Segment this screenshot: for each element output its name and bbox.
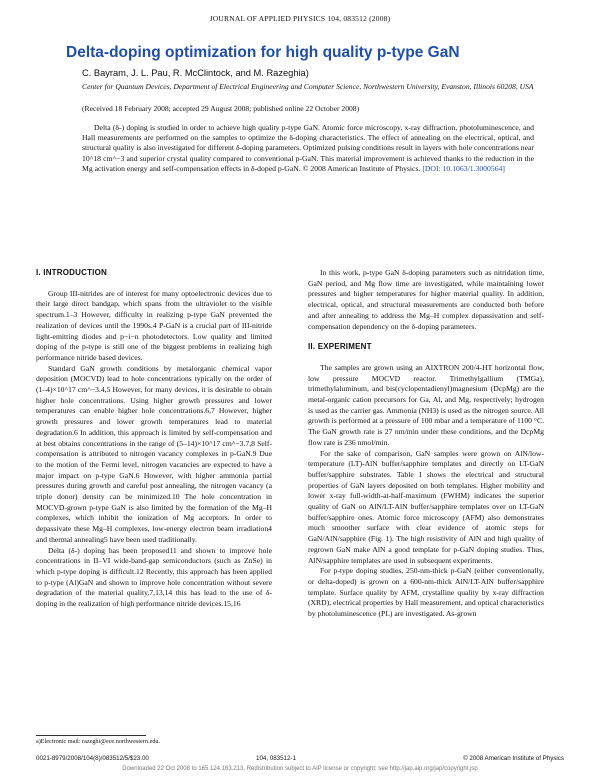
intro-paragraph-3: Delta (δ-) doping has been proposed11 and shown to improve hole concentrations in II–VI wide-band-gap semiconductors (such as ZnSe) in which p-type doping is difficult.12 Recently, this approach has been applied to p-type (Al)GaN and shown to improve hole concentration without severe degradation of the material quality,7,13,14 this has lead to the use of δ-doping in the realization of high performance nitride devices.15,16: [36, 545, 272, 609]
intro-paragraph-1: Group III-nitrides are of interest for many optoelectronic devices due to their large direct bandgap, which spans from the ultraviolet to the visible spectrum.1–3 However, difficulty in realizing p-type GaN prevented the realization of devices until the 1990s.4 P-GaN is a crucial part of III-nitride light-emitting diodes and p−i−n photodetectors. Low quality and limited doping of the p-type is still one of the biggest problems in realizing high performance nitride based devices.: [36, 288, 272, 362]
download-notice: Downloaded 22 Oct 2008 to 165.124.163.213. Redistribution subject to AIP license or copyright; see http://jap.aip.org/jap/copyright.jsp: [122, 766, 478, 772]
section-heading-experiment: II. EXPERIMENT: [308, 342, 372, 352]
footnote-email: a)Electronic mail: razeghi@ece.northwestern.edu.: [36, 738, 161, 745]
footer-page-number: 104, 083512-1: [256, 755, 296, 762]
doi-link[interactable]: [DOI: 10.1063/1.3000564]: [422, 163, 505, 173]
footer-copyright: © 2008 American Institute of Physics: [463, 755, 564, 762]
intro-paragraph-2: Standard GaN growth conditions by metalorganic chemical vapor deposition (MOCVD) lead to hole concentrations typically on the order of (1–4)×10^17 cm^−3.4,5 However, for many devices, it is desirable to obtain higher hole concentrations. Using higher growth pressures and lower temperatures can enable higher hole concentrations.6,7 However, higher growth pressures and lower growth temperatures lead to material degradation.6 In addition, this approach is limited by self-compensation and at best obtains concentrations in the range of (5–14)×10^17 cm^−3.7,8 Self-compensation is attributed to nitrogen vacancy complexes in p-GaN.9 Due to the motion of the Fermi level, nitrogen vacancies are expected to have a major impact on p-type GaN.6 However, with higher ammonia partial pressures during growth and careful post annealing, the nitrogen vacancy (a triple donor) density can be minimized.10 The hole concentration in MOCVD-grown p-type GaN is also limited by the formation of the Mg–H complexes, which inhibit the ionization of Mg acceptors. In order to depassivate these Mg–H complexes, low-energy electron beam irradiation4 and thermal annealing5 have been used traditionally.: [36, 363, 272, 544]
experiment-paragraph-3: For p-type doping studies, 250-nm-thick p-GaN (either conventionally, or delta-doped) is grown on a 600-nm-thick AlN/LT-AlN buffer/sapphire template. Surface quality by AFM, crystalline quality by x-ray diffraction (XRD), electrical properties by Hall measurement, and optical characteristics by photoluminescence (PL) are investigated. As-grown: [308, 566, 544, 619]
intro-paragraph-4: In this work, p-type GaN δ-doping parameters such as nitridation time, GaN period, and Mg flow time are investigated, while maintaining lower pressures and higher temperatures for higher material quality. In addition, electrical, optical, and structural measurements are conducted both before and after annealing to address the Mg–H complex depassivation and self-compensation dependency on the δ-doping parameters.: [308, 268, 544, 331]
experiment-paragraph-2: For the sake of comparison, GaN samples were grown on AlN/low-temperature (LT)-AlN buffer/sapphire templates and directly on LT-GaN buffer/sapphire substrates. Table I shows the electrical and structural properties of GaN layers deposited on both templates. Higher mobility and lower x-ray full-width-at-half-maximum (FWHM) indicates the superior quality of GaN on AlN/LT-AlN buffer/sapphire templates over on LT-GaN buffer/sapphire ones. Atomic force microscopy (AFM) also demonstrates much smoother surface with clear evidence of atomic steps for GaN/AlN/sapphire (Fig. 1). The high resistivity of AlN and high quality of regrown GaN make AlN a good template for p-GaN doping studies. Thus, AlN/sapphire templates are used in subsequent experiments.: [308, 448, 544, 565]
left-column: [36, 268, 272, 610]
received-dates: (Received 18 February 2008; accepted 29 August 2008; published online 22 October 2008): [82, 104, 360, 113]
right-column: [308, 268, 544, 620]
article-title: Delta-doping optimization for high quality p-type GaN: [66, 44, 460, 61]
footer-issn: 0021-8979/2008/104(8)/083512/5/$23.00: [36, 755, 149, 762]
section-heading-introduction: I. INTRODUCTION: [36, 268, 107, 277]
running-head: JOURNAL OF APPLIED PHYSICS 104, 083512 (2008): [209, 14, 391, 23]
abstract: [82, 123, 534, 174]
footnote-divider: [36, 735, 146, 736]
author-list: C. Bayram, J. L. Pau, R. McClintock, and M. Razeghia): [82, 68, 309, 78]
affiliation: Center for Quantum Devices, Department of Electrical Engineering and Computer Science, Northwestern University, Evanston, Illinois 60208, USA: [82, 82, 534, 91]
experiment-paragraph-1: The samples are grown using an AIXTRON 200/4-HT horizontal flow, low pressure MOCVD reactor. Trimethylgallium (TMGa), trimethylaluminum, and bis(cyclopentadienyl)magnesium (DcpMg) are the metal-organic cation precursors for Ga, Al, and Mg, respectively; hydrogen is used as the carrier gas. Ammonia (NH3) is used as the nitrogen source. All growth is performed at a pressure of 100 mbar and a temperature of 1100 °C. The GaN growth rate is 27 nm/min under these conditions, and the DcpMg flow rate is 236 nmol/min.: [308, 362, 544, 447]
abstract-text: Delta (δ-) doping is studied in order to achieve high quality p-type GaN. Atomic force microscopy, x-ray diffraction, photoluminescence, and Hall measurements are performed on the samples to optimize the δ-doping characteristics. The effect of annealing on the electrical, optical, and structural quality is also investigated for different δ-doping parameters. Optimized pulsing conditions result in layers with hole concentrations near 10^18 cm^−3 and superior crystal quality compared to conventional p-GaN. This material improvement is achieved thanks to the reduction in the Mg activation energy and self-compensation effects in δ-doped p-GaN. © 2008 American Institute of Physics.: [82, 123, 534, 173]
